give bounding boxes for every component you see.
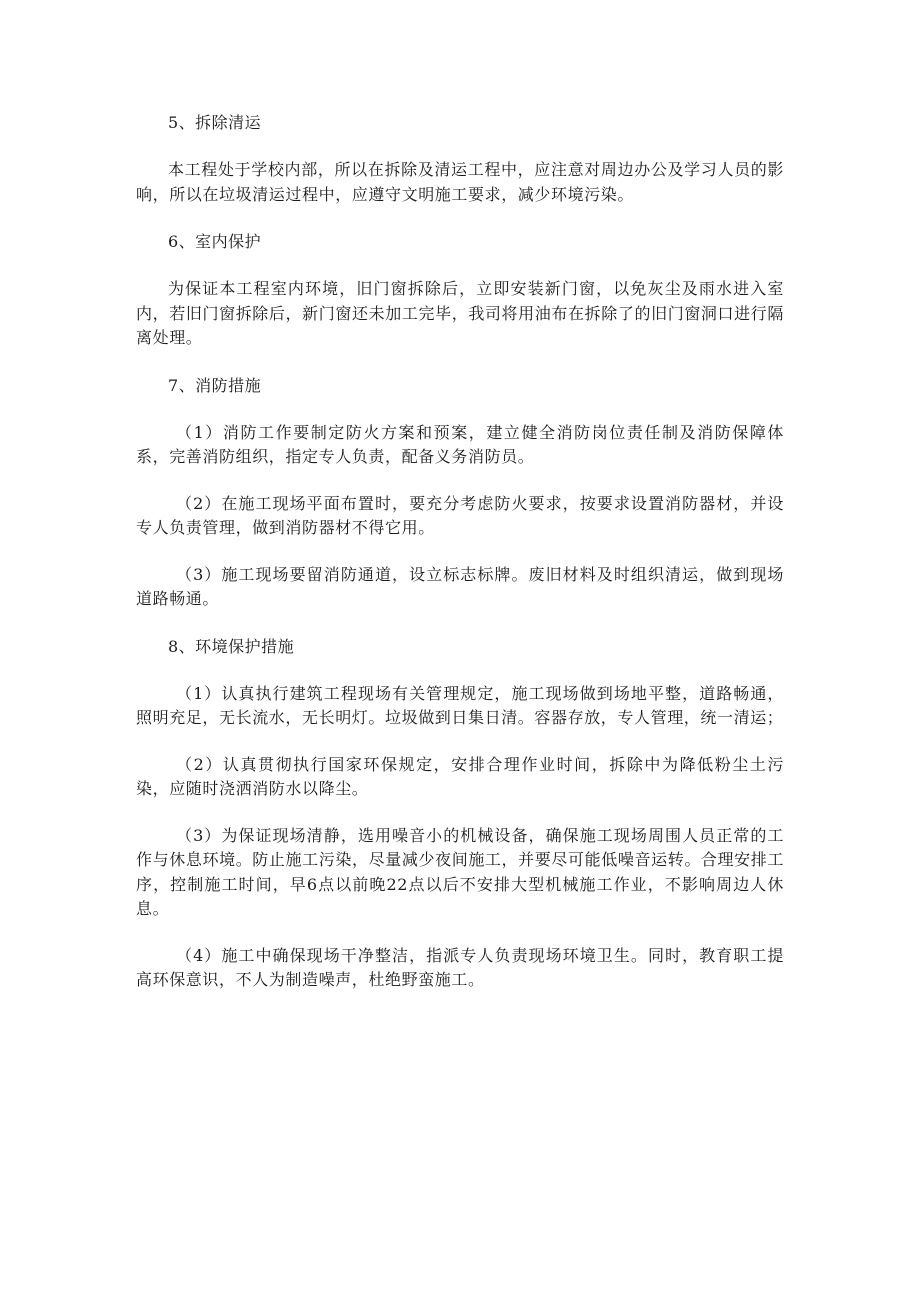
paragraph-fire-1: （1）消防工作要制定防火方案和预案，建立健全消防岗位责任制及消防保障体系，完善消防组织，指定专人负责，配备义务消防员。: [136, 422, 784, 466]
section-heading-demolition: 5、拆除清运: [168, 113, 262, 132]
paragraph-environment-2: （2）认真贯彻执行国家环保规定，安排合理作业时间，拆除中为降低粉尘土污染，应随时浇洒消防水以降尘。: [136, 754, 784, 798]
paragraph-environment-3: （3）为保证现场清静，选用噪音小的机械设备，确保施工现场周围人员正常的工作与休息环境。防止施工污染，尽量减少夜间施工，并要尽可能低噪音运转。合理安排工序，控制施工时间，早6点以前晚22点以后不安排大型机械施工作业，不影响周边人休息。: [136, 825, 784, 918]
paragraph-environment-1: （1）认真执行建筑工程现场有关管理规定，施工现场做到场地平整，道路畅通，照明充足，无长流水，无长明灯。垃圾做到日集日清。容器存放，专人管理，统一清运；: [136, 683, 784, 727]
paragraph-fire-2: （2）在施工现场平面布置时，要充分考虑防火要求，按要求设置消防器材，并设专人负责管理，做到消防器材不得它用。: [136, 493, 784, 537]
section-heading-indoor-protection: 6、室内保护: [168, 232, 262, 251]
section-heading-environment: 8、环境保护措施: [168, 636, 295, 656]
paragraph-indoor-protection: 为保证本工程室内环境，旧门窗拆除后，立即安装新门窗，以免灰尘及雨水进入室内，若旧门窗拆除后，新门窗还未加工完毕，我司将用油布在拆除了的旧门窗洞口进行隔离处理。: [136, 279, 784, 347]
document-page: [136, 110, 784, 1015]
paragraph-environment-4: （4）施工中确保现场干净整洁，指派专人负责现场环境卫生。同时，教育职工提高环保意识，不人为制造噪声，杜绝野蛮施工。: [136, 945, 784, 989]
paragraph-fire-3: （3）施工现场要留消防通道，设立标志标牌。废旧材料及时组织清运，做到现场道路畅通。: [136, 564, 784, 608]
section-heading-fire-measures: 7、消防措施: [168, 375, 262, 395]
paragraph-demolition: 本工程处于学校内部，所以在拆除及清运工程中，应注意对周边办公及学习人员的影响，所以在垃圾清运过程中，应遵守文明施工要求，减少环境污染。: [136, 160, 784, 204]
